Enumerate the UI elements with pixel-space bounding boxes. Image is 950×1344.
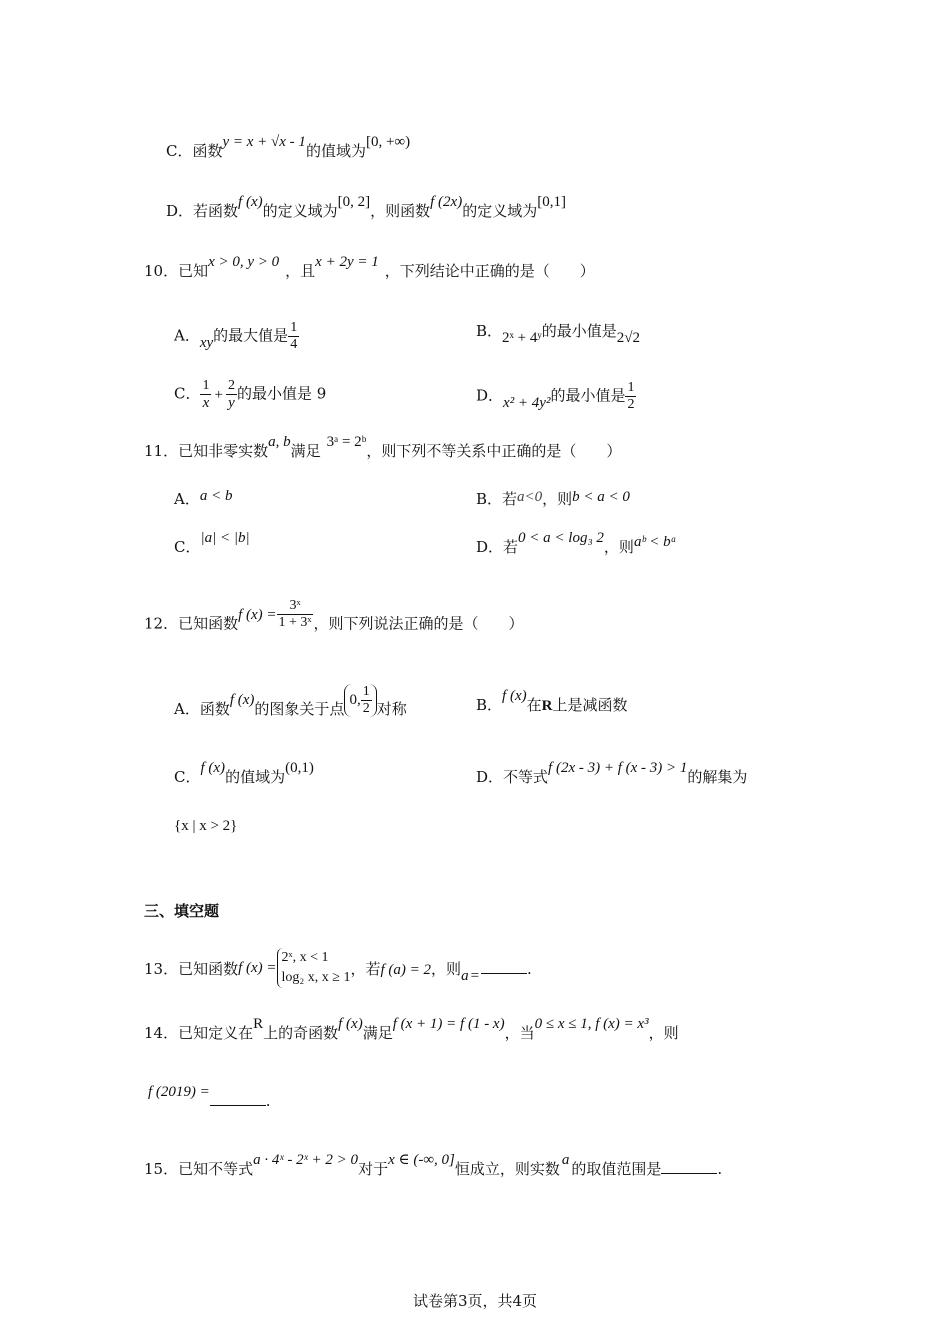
q15-var: a — [561, 1152, 570, 1168]
q11-cond: 3ᵃ = 2ᵇ — [326, 434, 367, 450]
q14-stem-c: 满足 — [362, 1024, 393, 1042]
q12-b-R: R — [541, 698, 553, 714]
q15-stem-a: 15．已知不等式 — [144, 1160, 254, 1178]
q9-d-mid3: 的定义域为 — [462, 202, 538, 220]
q10-option-b — [476, 320, 641, 346]
q10-a-math: xy — [199, 334, 214, 351]
q11-d-math: aᵇ < bᵃ — [633, 534, 677, 550]
q13-case1: 2ˣ, x < 1 — [281, 950, 329, 965]
q11-stem — [144, 434, 622, 463]
q12-d-text: 的解集为 — [687, 768, 748, 786]
q13-answer-blank — [481, 959, 527, 974]
q11-b-cond: a<0 — [517, 489, 543, 505]
q14-answer-blank — [210, 1091, 266, 1106]
q9-c-math: y = x + √x - 1 — [222, 134, 306, 150]
q10-a-den: 4 — [290, 337, 298, 352]
q12-c-text: 的值域为 — [225, 768, 286, 786]
q12-b-f: f (x) — [502, 688, 527, 704]
q9-d-mid2: ，则函数 — [370, 202, 431, 220]
q10-d-den: 2 — [627, 397, 635, 412]
q10-c-n1: 1 — [202, 378, 210, 393]
q13-case2: log₂ x, x ≥ 1 — [281, 970, 351, 985]
q12-stem-b: ，则下列说法正确的是（ ） — [313, 614, 524, 633]
q10-cond1: x > 0, y > 0 — [208, 254, 280, 270]
q14-line2-math: f (2019) = — [148, 1084, 210, 1100]
q12-c-f: f (x) — [200, 760, 226, 776]
q10-a-num: 1 — [290, 320, 298, 335]
q10-c-plus: + — [214, 386, 223, 403]
q13-f-lhs: f (x) = — [238, 960, 277, 976]
q12-stem-a: 12．已知函数 — [144, 614, 239, 633]
q9-d-f2: f (2x) — [430, 194, 463, 210]
q12-d-math: f (2x - 3) + f (x - 3) > 1 — [548, 760, 688, 776]
q9-c-label: C．函数 — [166, 142, 223, 160]
q14-cond2: 0 ≤ x ≤ 1, f (x) = x³ — [534, 1016, 649, 1032]
q13-piecewise — [277, 948, 351, 988]
q12-a-point-x: 0, — [349, 691, 361, 708]
q10-c-label: C． — [174, 384, 201, 403]
q15-stem-c: 恒成立，则实数 — [454, 1160, 560, 1178]
q11-option-c — [174, 530, 250, 559]
q13-end: . — [527, 960, 532, 978]
q12-d-solution-set — [174, 814, 237, 837]
q13-cond: f (a) = 2 — [380, 962, 432, 978]
q12-a-point-frac — [361, 684, 372, 717]
q12-d-label: D．不等式 — [476, 768, 549, 786]
q9-option-c — [166, 134, 411, 163]
q10-option-d — [476, 380, 636, 413]
q12-a-f: f (x) — [229, 691, 255, 708]
page-footer: 试卷第3页，共4页 — [412, 1292, 538, 1310]
q10-d-label: D． — [476, 386, 504, 405]
q10-d-math: x² + 4y² — [503, 394, 551, 411]
q10-d-text: 的最小值是 — [550, 386, 626, 405]
q10-a-label: A． — [174, 326, 200, 345]
q10-d-fraction — [625, 380, 636, 413]
q14-f: f (x) — [338, 1016, 363, 1032]
q10-c-n2: 2 — [227, 378, 235, 393]
q12-a-text: 的图象关于点 — [254, 699, 345, 718]
q10-option-a — [174, 320, 299, 353]
q12-a-pt-num: 1 — [362, 684, 370, 699]
q11-a-math: a < b — [199, 488, 233, 504]
q11-stem-c: ，则下列不等关系中正确的是（ ） — [366, 442, 622, 460]
q9-d-mid1: 的定义域为 — [262, 202, 338, 220]
q13-stem-a: 13．已知函数 — [144, 960, 239, 978]
q11-stem-a: 11．已知非零实数 — [144, 442, 269, 460]
q14-stem-b: 上的奇函数 — [263, 1024, 339, 1042]
q14-line2 — [148, 1084, 271, 1113]
q9-d-range2: [0,1] — [537, 194, 566, 210]
q12-option-a — [174, 684, 407, 727]
q12-a-tail: 对称 — [376, 699, 407, 718]
q15-ineq: a · 4ˣ - 2ˣ + 2 > 0 — [253, 1152, 359, 1168]
q13 — [144, 950, 532, 990]
q9-d-label: D．若函数 — [166, 202, 239, 220]
q12-f-num: 3ˣ — [277, 598, 314, 615]
q11-b-mid: ，则 — [542, 490, 573, 508]
q11-b-math: b < a < 0 — [572, 489, 630, 505]
q13-var: a — [461, 968, 469, 984]
q15-stem-b: 对于 — [358, 1160, 389, 1178]
section-title-fill-in: 三、填空题 — [144, 902, 220, 920]
q15-stem-d: 的取值范围是 — [571, 1160, 662, 1178]
q11-c-label: C． — [174, 538, 201, 556]
q12-d-set: {x | x > 2} — [174, 818, 238, 834]
q14-cond: f (x + 1) = f (1 - x) — [392, 1016, 505, 1032]
q10-stem-b: ，且 — [285, 262, 316, 280]
q10-a-fraction — [288, 320, 299, 353]
q12-c-label: C． — [174, 768, 201, 786]
q14-stem-a: 14．已知定义在 — [144, 1024, 254, 1042]
q11-b-label: B．若 — [476, 490, 518, 508]
q11-d-label: D．若 — [476, 538, 519, 556]
q12-option-c — [174, 760, 314, 789]
q12-f-den: 1 + 3ˣ — [278, 615, 312, 630]
q13-eq: = — [470, 968, 480, 984]
q14-stem-d: ，当 — [504, 1024, 535, 1042]
q11-d-cond: 0 < a < log₃ 2 — [518, 530, 604, 546]
q10-b-text: 的最小值是 — [541, 322, 617, 340]
q9-d-f: f (x) — [238, 194, 263, 210]
q10-stem-a: 10．已知 — [144, 262, 209, 280]
q10-c-d1: x — [202, 395, 210, 411]
q9-c-range: [0, +∞) — [365, 134, 411, 150]
q12-c-range: (0,1) — [285, 760, 314, 776]
q15-end: . — [717, 1160, 723, 1178]
q14-end: . — [265, 1092, 271, 1110]
q12-a-label: A．函数 — [174, 699, 230, 718]
q10-stem-c: ，下列结论中正确的是（ ） — [384, 262, 595, 280]
q9-option-d — [166, 194, 566, 223]
q9-c-mid: 的值域为 — [305, 142, 366, 160]
q10-c-frac2 — [226, 378, 237, 411]
q11-option-b — [476, 488, 630, 511]
q12-b-text: 在 — [526, 696, 542, 714]
q12-b-tail: 上是减函数 — [552, 696, 628, 714]
q11-c-math: |a| < |b| — [200, 530, 250, 546]
q11-vars: a, b — [268, 434, 291, 450]
q12-a-point — [344, 684, 376, 717]
q10-stem — [144, 254, 595, 283]
q10-b-label: B． — [476, 322, 503, 340]
q10-c-text: 的最小值是 9 — [236, 384, 327, 403]
q10-a-text: 的最大值是 — [213, 326, 289, 345]
q12-f-lhs: f (x) = — [238, 606, 277, 623]
q10-c-frac1 — [200, 378, 211, 411]
q11-stem-b: 满足 — [290, 442, 321, 460]
q11-option-a — [174, 488, 232, 511]
q13-stem-c: ，则 — [431, 960, 462, 978]
q13-stem-b: ，若 — [350, 960, 381, 978]
q10-cond2: x + 2y = 1 — [315, 254, 379, 270]
q12-stem — [144, 598, 524, 641]
q11-option-d — [476, 530, 677, 559]
q12-a-pt-den: 2 — [362, 701, 370, 716]
q12-option-d — [476, 760, 748, 789]
q10-b-math: 2ˣ + 4ʸ — [502, 330, 542, 346]
q15 — [144, 1152, 723, 1181]
q10-b-value: 2√2 — [616, 330, 641, 346]
q14-R: R — [253, 1016, 264, 1032]
q14-stem-e: ，则 — [648, 1024, 679, 1042]
q11-a-label: A． — [174, 490, 200, 508]
q10-d-num: 1 — [627, 380, 635, 395]
q14 — [144, 1016, 679, 1045]
q10-c-d2: y — [228, 395, 235, 411]
q15-answer-blank — [661, 1159, 717, 1174]
q15-domain: x ∈ (-∞, 0] — [388, 1152, 455, 1168]
q12-option-b — [476, 688, 628, 717]
q9-d-range1: [0, 2] — [337, 194, 371, 210]
q11-d-mid: ，则 — [603, 538, 634, 556]
q12-b-label: B． — [476, 696, 503, 714]
q12-f-fraction — [277, 598, 314, 631]
q10-option-c — [174, 378, 326, 411]
